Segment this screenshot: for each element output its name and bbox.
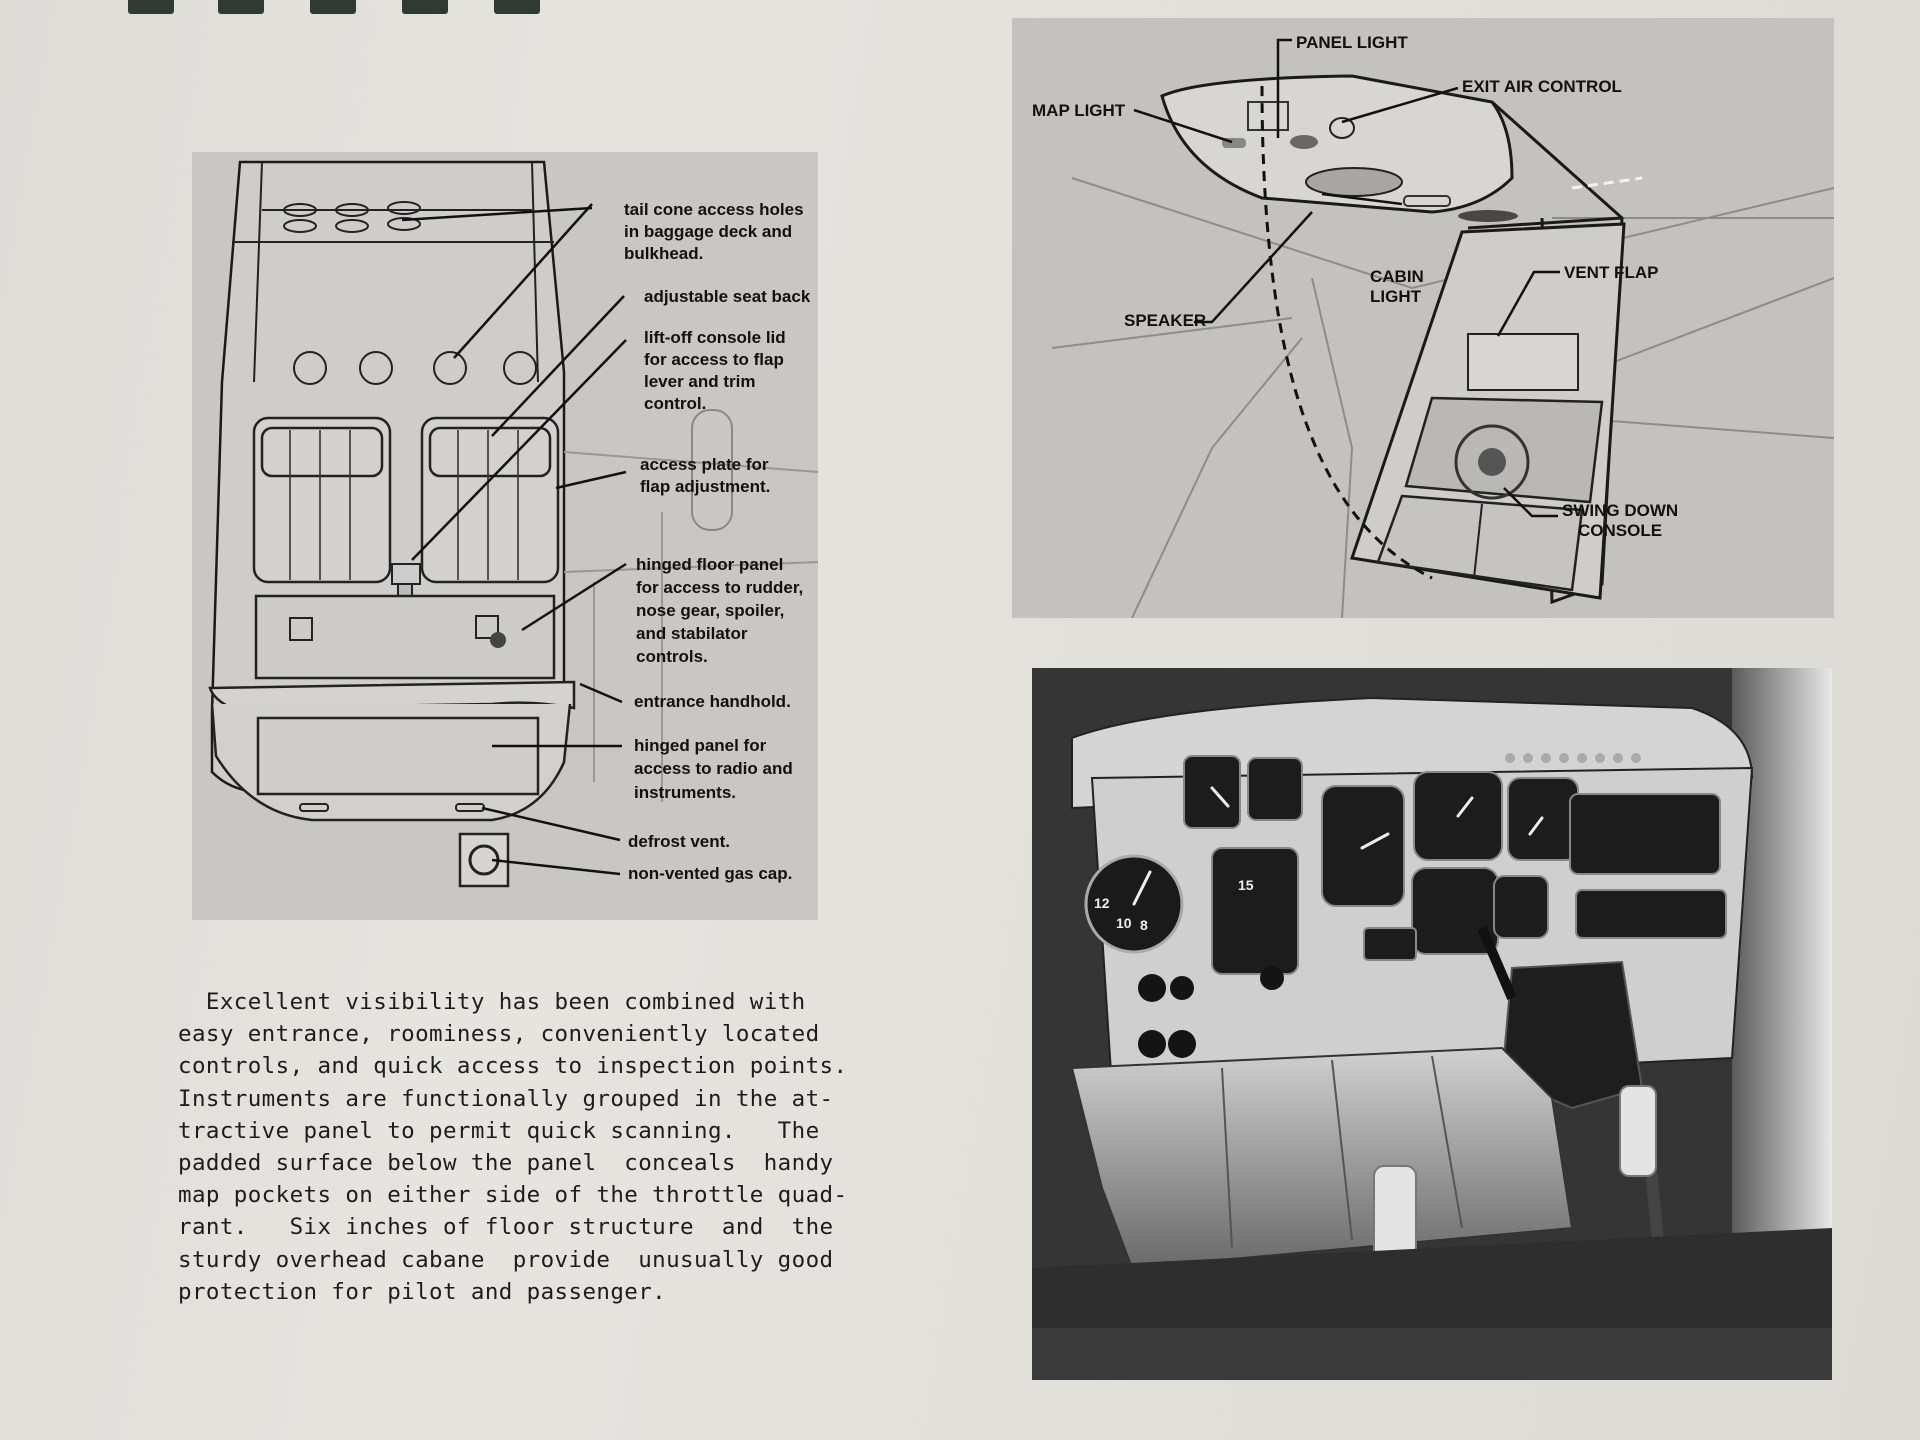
label-hinged-panel-3: instruments. [634,783,737,802]
instrument-panel-photo [1032,668,1832,1380]
label-floor-panel-3: nose gear, spoiler, [636,601,785,620]
label-cabin-light-2: LIGHT [1370,287,1421,306]
caption-line: padded surface below the panel conceals handy [178,1150,834,1177]
label-hinged-panel-2: access to radio and [634,759,793,778]
caption-line: sturdy overhead cabane provide unusually good [178,1246,834,1273]
label-panel-light: PANEL LIGHT [1296,33,1408,52]
floor-plan-illustration [192,152,818,920]
caption-line: map pockets on either side of the throttle quad- [178,1182,848,1209]
label-swing-down-2: CONSOLE [1578,521,1663,540]
caption-line: rant. Six inches of floor structure and the [178,1214,834,1241]
label-floor-panel-1: hinged floor panel [636,555,784,574]
label-gas-cap: non-vented gas cap. [628,864,793,883]
label-defrost-vent: defrost vent. [628,832,731,851]
label-tail-cone-3: bulkhead. [624,244,704,263]
label-tail-cone-1: tail cone access holes [624,200,804,219]
label-console-lid-4: control. [644,394,707,413]
label-floor-panel-4: and stabilator [636,624,748,643]
label-access-plate-1: access plate for [640,455,769,474]
cabin-diagram [1012,18,1834,618]
caption-line: easy entrance, roominess, conveniently located [178,1021,820,1048]
label-vent-flap: VENT FLAP [1564,263,1659,282]
caption-line: tractive panel to permit quick scanning. The [178,1117,820,1144]
label-swing-down-1: SWING DOWN [1562,501,1679,520]
label-speaker: SPEAKER [1124,311,1207,330]
gauge-number: 10 [1116,915,1132,931]
label-seat-back: adjustable seat back [644,287,811,306]
gauge-number: 15 [1238,877,1254,893]
label-console-lid-2: for access to flap [644,350,784,369]
label-floor-panel-5: controls. [636,647,708,666]
label-map-light: MAP LIGHT [1032,101,1126,120]
caption-line: Excellent visibility has been combined with [178,989,806,1015]
label-entrance-handhold: entrance handhold. [634,692,791,711]
caption-line: protection for pilot and passenger. [178,1278,667,1305]
caption-line: Instruments are functionally grouped in the at- [178,1085,834,1112]
caption-paragraph [178,986,900,1308]
label-access-plate-2: flap adjustment. [640,477,771,496]
label-floor-panel-2: for access to rudder, [636,578,804,597]
label-tail-cone-2: in baggage deck and [624,222,793,241]
label-cabin-light-1: CABIN [1370,267,1424,286]
gauge-number: 12 [1094,895,1110,911]
label-console-lid-1: lift-off console lid [644,328,786,347]
label-exit-air-control: EXIT AIR CONTROL [1462,77,1622,96]
gauge-number: 8 [1140,917,1148,933]
label-hinged-panel-1: hinged panel for [634,736,767,755]
caption-line: controls, and quick access to inspection points. [178,1053,848,1080]
label-console-lid-3: lever and trim [644,372,756,391]
